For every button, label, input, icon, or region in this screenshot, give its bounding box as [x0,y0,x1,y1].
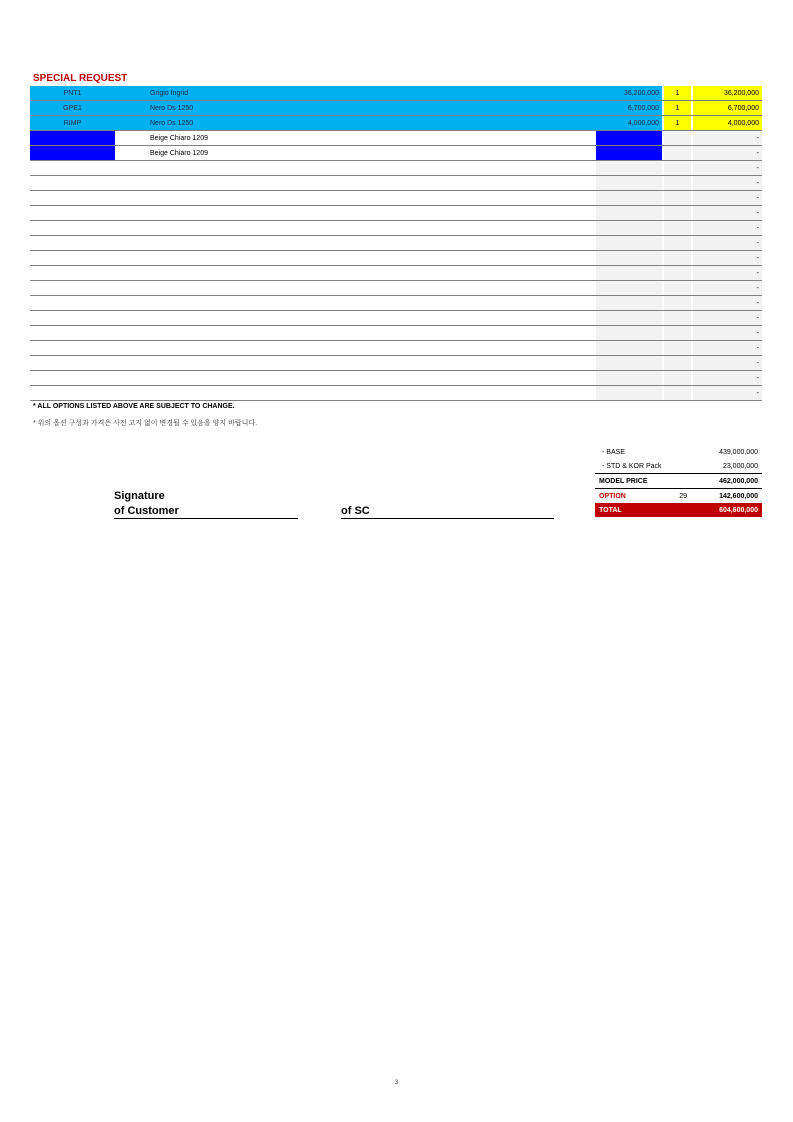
total-label: TOTAL [595,503,671,517]
item-price [596,386,662,401]
item-price [596,341,662,356]
item-quantity: 1 [664,86,691,101]
item-code [30,311,115,326]
sc-label: of SC [341,505,370,517]
item-description [147,266,357,281]
model-price-value: 462,000,000 [689,474,762,489]
item-price [596,326,662,341]
item-code [30,176,115,191]
item-code [30,266,115,281]
table-row [30,176,762,191]
option-value: 142,600,000 [719,492,758,500]
item-amount: - [693,131,762,146]
spacer-cell [357,371,596,386]
sc-signature-line [341,518,554,519]
item-description [147,341,357,356]
table-row [30,146,762,161]
item-price [596,221,662,236]
item-amount: 4,000,000 [693,116,762,131]
item-description [147,221,357,236]
item-quantity [664,296,691,311]
item-quantity: 1 [664,101,691,116]
signature-label: Signature [114,490,165,502]
item-code [30,251,115,266]
item-quantity [664,236,691,251]
item-price [596,236,662,251]
summary-row-model-price [595,474,762,489]
item-amount: - [693,341,762,356]
item-price [596,311,662,326]
item-amount: - [693,251,762,266]
table-row [30,236,762,251]
item-description: Nero Ds 1250 [147,101,357,116]
item-quantity [664,221,691,236]
item-amount: - [693,281,762,296]
spacer-cell [115,356,147,371]
item-code: GPE1 [30,101,115,116]
spacer-cell [115,176,147,191]
item-quantity [664,191,691,206]
item-price [596,296,662,311]
spacer-cell [115,161,147,176]
spacer-cell [115,281,147,296]
item-amount: - [693,191,762,206]
item-quantity [664,266,691,281]
item-code [30,386,115,401]
table-row [30,371,762,386]
spacer-cell [357,281,596,296]
change-notice-korean: * 위의 옵션 구성과 가격은 사전 고지 없이 변경될 수 있음을 양지 바랍니다. [33,420,258,427]
item-amount: 36,200,000 [693,86,762,101]
item-quantity [664,206,691,221]
item-price [596,206,662,221]
spacer-cell [115,236,147,251]
special-request-table [30,86,762,401]
item-price [596,356,662,371]
item-description [147,206,357,221]
change-notice: * ALL OPTIONS LISTED ABOVE ARE SUBJECT TO CHANGE. [33,403,235,410]
item-price [596,161,662,176]
spacer-cell [115,326,147,341]
item-code [30,131,115,146]
spacer-cell [115,386,147,401]
spacer-cell [357,251,596,266]
base-label: - BASE [602,448,625,456]
spacer-cell [357,86,596,101]
table-row [30,386,762,401]
spacer-cell [357,161,596,176]
item-code: RIMP [30,116,115,131]
table-row [30,131,762,146]
item-amount: - [693,206,762,221]
item-description [147,326,357,341]
item-code [30,191,115,206]
item-code [30,326,115,341]
table-row [30,296,762,311]
spacer-cell [115,116,147,131]
total-value: 604,600,000 [689,503,762,517]
spacer-cell [115,86,147,101]
spacer-cell [115,371,147,386]
item-amount: - [693,146,762,161]
spacer-cell [357,386,596,401]
item-amount: 6,700,000 [693,101,762,116]
item-code: PNT1 [30,86,115,101]
item-price [596,281,662,296]
item-description: Grigio Ingrid [147,86,357,101]
summary-row-total [595,503,762,517]
item-quantity [664,356,691,371]
item-description [147,251,357,266]
item-price [596,176,662,191]
model-price-label: MODEL PRICE [595,474,671,489]
spacer-cell [115,101,147,116]
spacer-cell [115,266,147,281]
spacer-cell [357,266,596,281]
item-description [147,161,357,176]
item-quantity: 1 [664,116,691,131]
table-row [30,281,762,296]
item-description: Beige Chiaro 1209 [147,146,357,161]
item-quantity [664,176,691,191]
spacer-cell [115,146,147,161]
item-description [147,371,357,386]
item-amount: - [693,176,762,191]
table-row [30,206,762,221]
item-amount: - [693,266,762,281]
item-quantity [664,326,691,341]
item-code [30,236,115,251]
table-row [30,191,762,206]
spacer-cell [115,251,147,266]
item-description [147,281,357,296]
item-amount: - [693,311,762,326]
table-row [30,311,762,326]
spacer-cell [357,176,596,191]
item-description [147,236,357,251]
item-price [596,131,662,146]
customer-signature-line [114,518,298,519]
item-price: 4,000,000 [596,116,662,131]
spacer-cell [357,221,596,236]
item-quantity [664,146,691,161]
item-quantity [664,371,691,386]
item-description: Beige Chiaro 1209 [147,131,357,146]
spacer-cell [115,131,147,146]
item-description [147,356,357,371]
item-code [30,371,115,386]
spacer-cell [115,296,147,311]
item-description [147,191,357,206]
item-code [30,281,115,296]
price-summary [595,445,762,517]
item-quantity [664,386,691,401]
spacer-cell [357,206,596,221]
item-amount: - [693,356,762,371]
spacer-cell [115,206,147,221]
item-price [596,371,662,386]
spacer-cell [115,341,147,356]
page-number: 3 [394,1080,399,1086]
item-code [30,221,115,236]
spacer-cell [357,326,596,341]
table-row [30,251,762,266]
table-row [30,266,762,281]
item-code [30,296,115,311]
item-quantity [664,161,691,176]
summary-row-std [595,459,762,474]
item-price [596,251,662,266]
item-amount: - [693,161,762,176]
item-quantity [664,341,691,356]
item-quantity [664,311,691,326]
item-description [147,311,357,326]
item-amount: - [693,326,762,341]
summary-row-base [595,445,762,459]
item-quantity [664,251,691,266]
item-amount: - [693,236,762,251]
item-code [30,206,115,221]
spacer-cell [357,116,596,131]
table-row [30,326,762,341]
table-row [30,101,762,116]
item-amount: - [693,296,762,311]
item-description [147,296,357,311]
table-row [30,86,762,101]
spacer-cell [357,131,596,146]
item-price [596,191,662,206]
item-code [30,161,115,176]
table-row [30,356,762,371]
std-value: 23,000,000 [722,462,758,470]
customer-label: of Customer [114,505,179,517]
table-row [30,116,762,131]
item-price: 36,200,000 [596,86,662,101]
spacer-cell [357,146,596,161]
spacer-cell [115,221,147,236]
item-code [30,146,115,161]
spacer-cell [357,311,596,326]
item-price [596,266,662,281]
item-amount: - [693,371,762,386]
item-price: 6,700,000 [596,101,662,116]
option-count: 29 [679,492,687,500]
option-label: OPTION [599,492,626,500]
spacer-cell [357,236,596,251]
table-row [30,221,762,236]
item-description [147,386,357,401]
summary-row-option [595,489,762,504]
item-quantity [664,281,691,296]
item-amount: - [693,221,762,236]
std-label: - STD & KOR Pack [602,462,662,470]
item-amount: - [693,386,762,401]
item-code [30,356,115,371]
table-row [30,341,762,356]
item-price [596,146,662,161]
table-row [30,161,762,176]
spacer-cell [357,191,596,206]
spacer-cell [357,341,596,356]
spacer-cell [357,101,596,116]
section-title: SPECIAL REQUEST [33,73,128,84]
item-quantity [664,131,691,146]
item-code [30,341,115,356]
spacer-cell [357,296,596,311]
spacer-cell [357,356,596,371]
base-value: 439,000,000 [719,448,758,456]
item-description: Nero Ds 1250 [147,116,357,131]
spacer-cell [115,311,147,326]
spacer-cell [115,191,147,206]
item-description [147,176,357,191]
